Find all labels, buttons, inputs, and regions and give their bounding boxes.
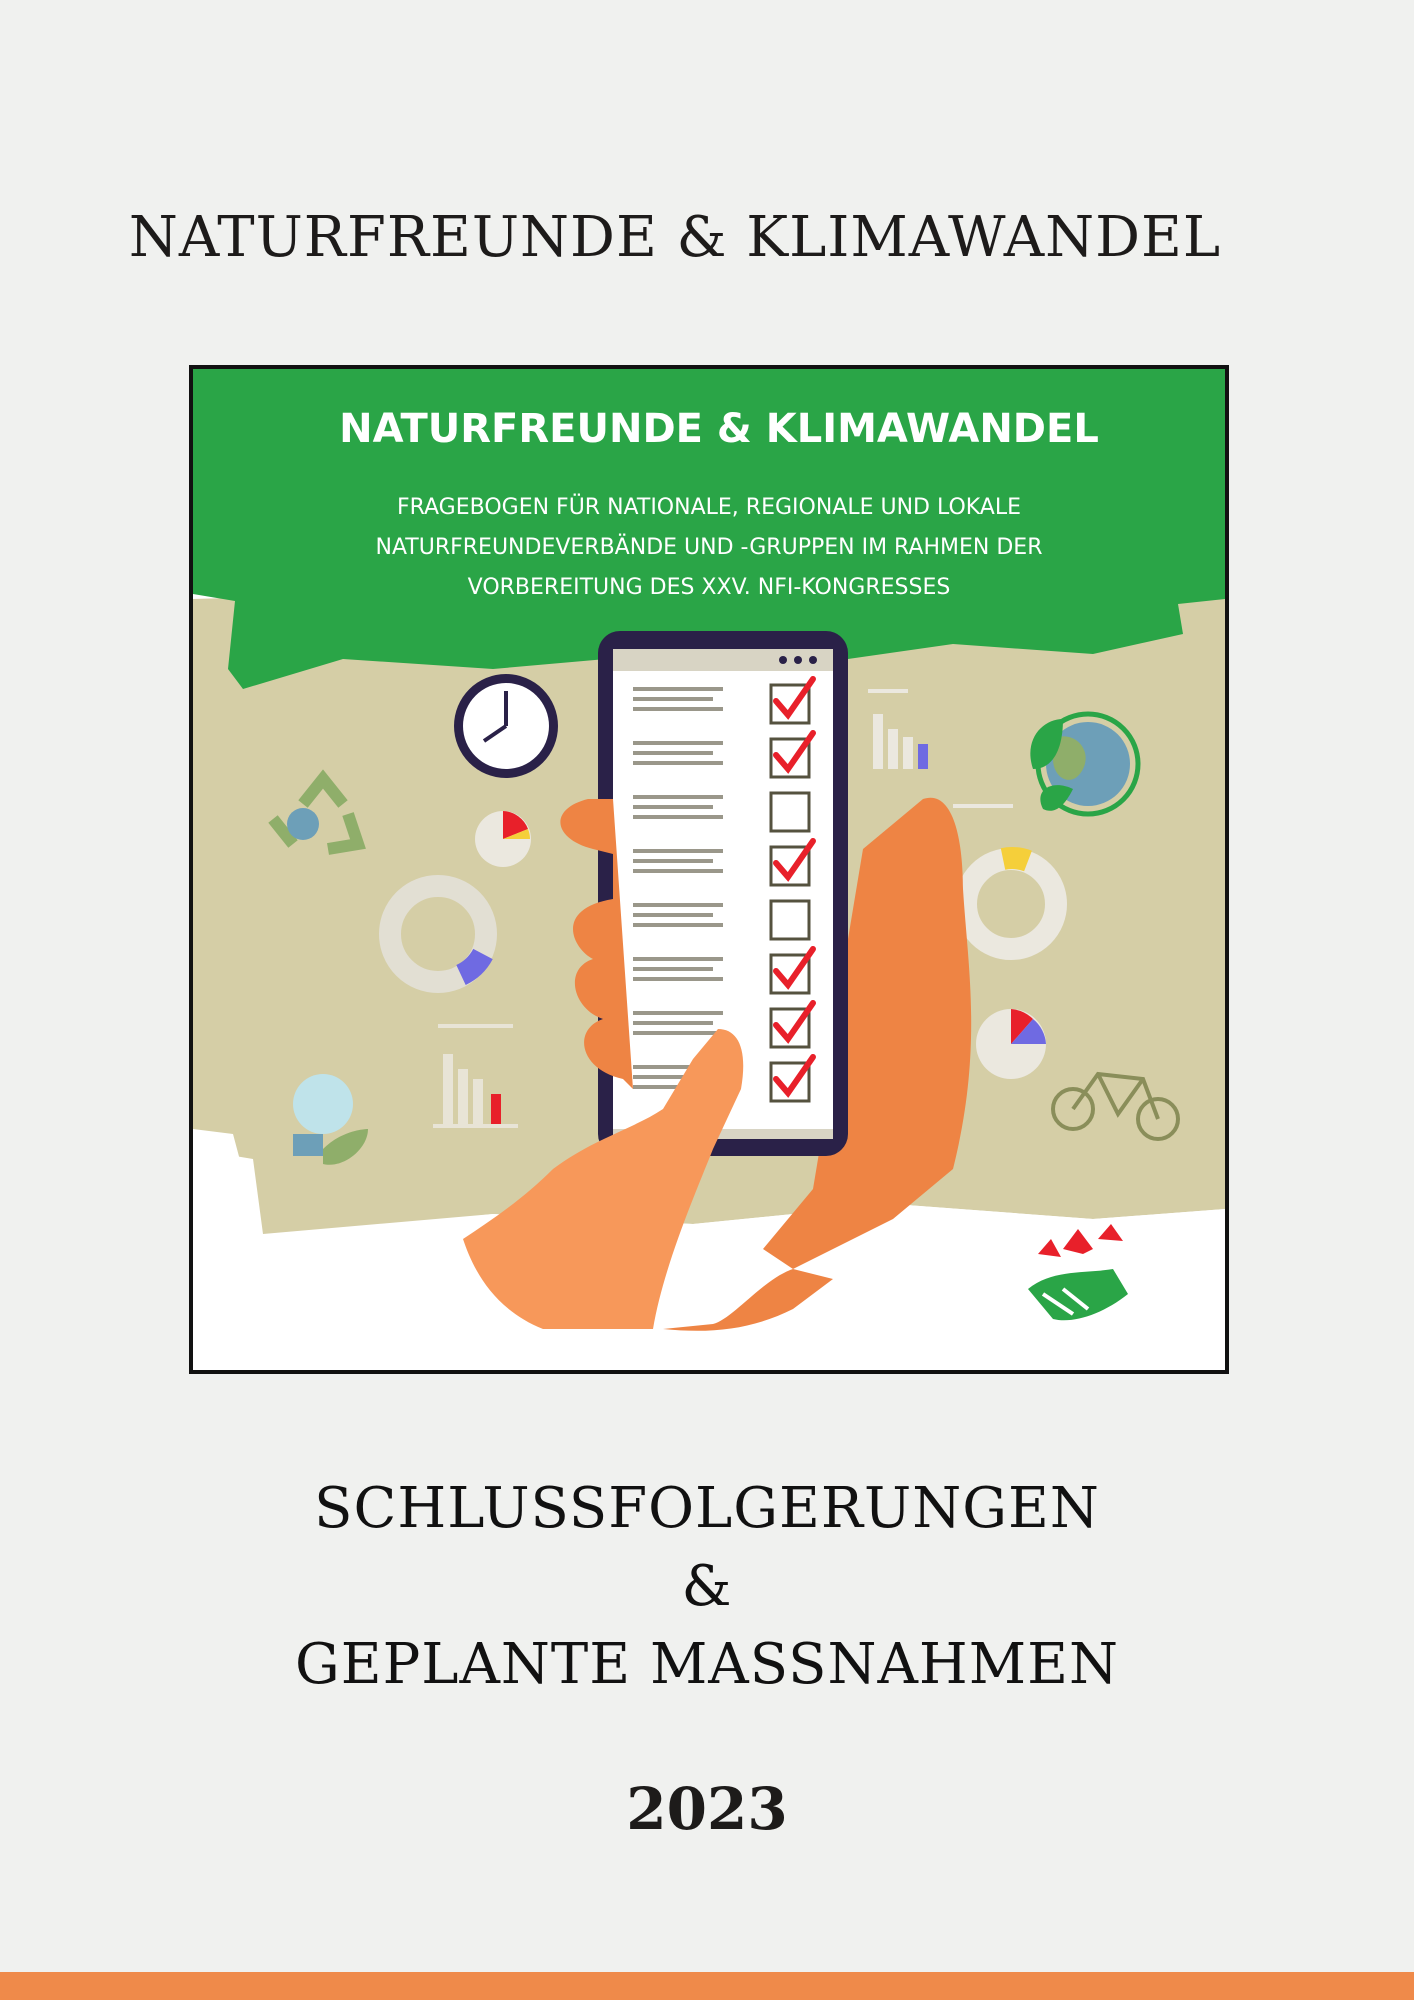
heading-line-2: & (681, 1554, 733, 1619)
conclusions-heading (0, 1470, 1414, 1704)
checkbox (771, 793, 809, 831)
heading-line-1: SCHLUSSFOLGERUNGEN (314, 1476, 1100, 1541)
checkbox (771, 901, 809, 939)
banner-subtitle-line-3: VORBEREITUNG DES XXV. NFI-KONGRESSES (467, 575, 951, 600)
clock-icon (454, 674, 558, 778)
globe-leaves-icon (1030, 714, 1138, 814)
accent-bar (0, 1972, 1414, 2000)
document-title: NATURFREUNDE & KLIMAWANDEL (128, 205, 1222, 270)
heading-line-3: GEPLANTE MASSNAHMEN (295, 1632, 1119, 1697)
pie-chart-icon (475, 811, 531, 867)
cover-illustration (189, 365, 1229, 1374)
banner-subtitle-line-2: NATURFREUNDEVERBÄNDE UND -GRUPPEN IM RAHMEN DER (375, 535, 1043, 560)
year: 2023 (626, 1775, 788, 1843)
pie-chart-icon-right (976, 1009, 1046, 1079)
banner-title: NATURFREUNDE & KLIMAWANDEL (339, 406, 1099, 452)
banner-subtitle-line-1: FRAGEBOGEN FÜR NATIONALE, REGIONALE UND LOKALE (396, 495, 1022, 520)
